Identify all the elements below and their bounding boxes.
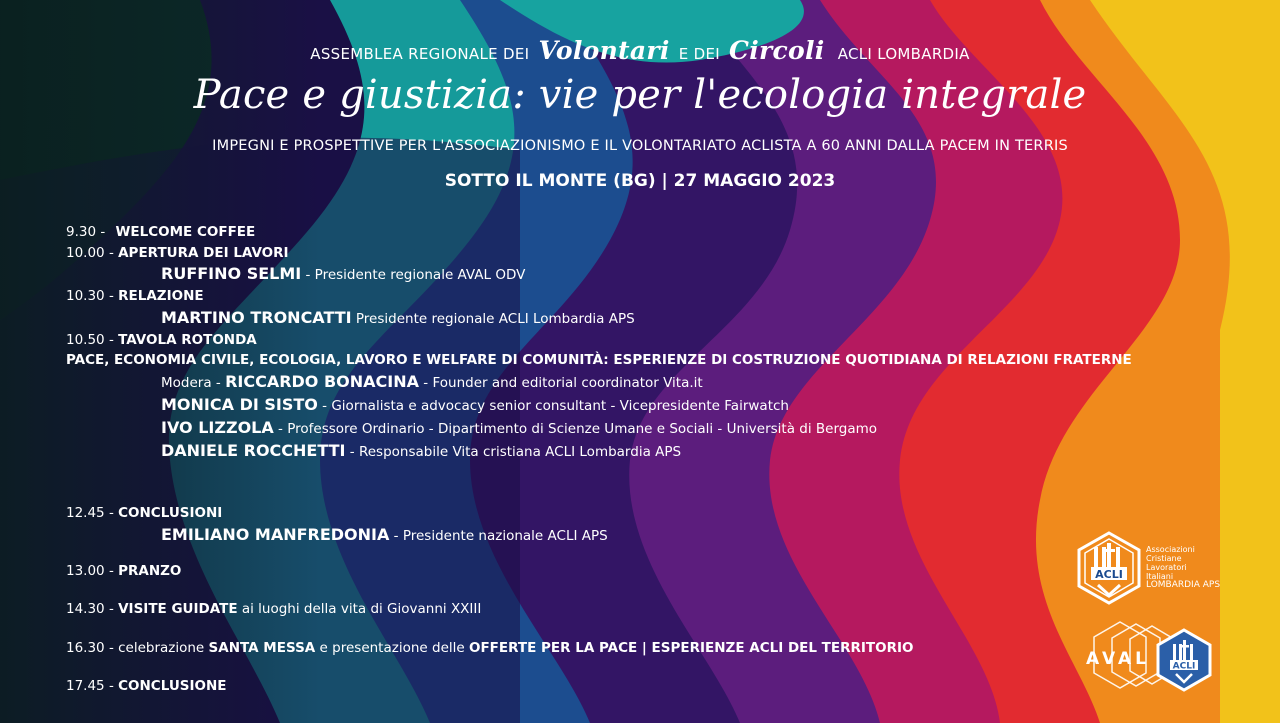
- place-date: SOTTO IL MONTE (BG) | 27 MAGGIO 2023: [444, 171, 836, 191]
- speaker-role: - Presidente regionale AVAL ODV: [301, 267, 526, 284]
- header-assembly-line: [0, 36, 1280, 65]
- speaker-name: IVO LIZZOLA: [161, 417, 274, 437]
- acli-text-line: LOMBARDIA APS: [1146, 580, 1221, 590]
- agenda: [66, 222, 1156, 697]
- speaker-row: [66, 524, 1156, 547]
- spacer: [66, 581, 1156, 599]
- agenda-item: [66, 599, 1156, 620]
- speaker-name: EMILIANO MANFREDONIA: [161, 524, 390, 544]
- header-text-mid: E DEI: [678, 45, 720, 63]
- speaker-role: - Founder and editorial coordinator Vita.it: [419, 374, 703, 391]
- acli-logo-text: [1146, 545, 1220, 590]
- agenda-item: [66, 330, 1156, 351]
- agenda-item: [66, 222, 1156, 243]
- speaker-row: [66, 417, 1156, 440]
- agenda-label-secondary: OFFERTE PER LA PACE | ESPERIENZE ACLI DEL TERRITORIO: [468, 639, 914, 656]
- agenda-time: 16.30 - celebrazione: [66, 639, 209, 656]
- agenda-item: [66, 243, 1156, 264]
- aval-acli-mark-text: ACLI: [1172, 661, 1196, 672]
- agenda-item: [66, 638, 1156, 659]
- agenda-label: TAVOLA ROTONDA: [118, 331, 257, 348]
- speaker-role: - Giornalista e advocacy senior consultant - Vicepresidente Fairwatch: [317, 397, 789, 414]
- speaker-role: - Professore Ordinario - Dipartimento di Scienze Umane e Sociali - Università di Bergamo: [273, 420, 878, 437]
- acli-text-line: Cristiane: [1146, 554, 1182, 563]
- acli-text-line: Italiani: [1146, 572, 1174, 581]
- agenda-time: 13.00 -: [66, 562, 119, 579]
- agenda-label: WELCOME COFFEE: [115, 224, 256, 240]
- agenda-detail: ai luoghi della vita di Giovanni XXIII: [237, 601, 482, 618]
- agenda-label: CONCLUSIONI: [118, 504, 223, 521]
- speaker-name: RUFFINO SELMI: [161, 264, 302, 284]
- agenda-time: 10.00 -: [66, 244, 119, 261]
- acli-hexagon-icon: [1076, 531, 1142, 605]
- speaker-row: [66, 307, 1156, 330]
- spacer: [66, 620, 1156, 638]
- agenda-label: APERTURA DEI LAVORI: [118, 244, 289, 261]
- agenda-time: 14.30 -: [66, 601, 119, 618]
- aval-logo: [1080, 620, 1220, 694]
- header-volontari: Volontari: [538, 36, 670, 65]
- agenda-label: VISITE GUIDATE: [118, 601, 238, 618]
- speaker-role: - Presidente nazionale ACLI APS: [389, 527, 608, 544]
- speaker-role: - Responsabile Vita cristiana ACLI Lombardia APS: [345, 443, 682, 460]
- agenda-time: 10.30 -: [66, 288, 119, 305]
- agenda-label: SANTA MESSA: [208, 639, 316, 656]
- agenda-item: [66, 286, 1156, 307]
- speaker-name: MARTINO TRONCATTI: [161, 307, 352, 327]
- agenda-time: 9.30 -: [66, 224, 110, 240]
- agenda-detail: e presentazione delle: [315, 639, 469, 656]
- agenda-label: CONCLUSIONE: [118, 678, 227, 695]
- round-table-theme: PACE, ECONOMIA CIVILE, ECOLOGIA, LAVORO E WELFARE DI COMUNITÀ: ESPERIENZE DI COSTRUZIONE QUOTIDIANA DI RELAZIONI FRATERNE: [66, 352, 1132, 369]
- header-text-before: ASSEMBLEA REGIONALE DEI: [310, 45, 530, 63]
- moderator-prefix: Modera -: [161, 374, 226, 391]
- aval-text: AVAL: [1086, 649, 1150, 669]
- header-text-after: ACLI LOMBARDIA: [837, 45, 970, 63]
- speaker-role: Presidente regionale ACLI Lombardia APS: [351, 310, 635, 327]
- agenda-time: 17.45 -: [66, 678, 119, 695]
- speaker-row: [66, 263, 1156, 286]
- header-circoli: Circoli: [729, 36, 825, 65]
- spacer: [66, 463, 1156, 503]
- agenda-item: [66, 676, 1156, 697]
- spacer: [66, 658, 1156, 676]
- acli-mark-text: ACLI: [1095, 568, 1123, 581]
- speaker-row: [66, 371, 1156, 394]
- speaker-name: MONICA DI SISTO: [161, 394, 318, 414]
- agenda-time: 12.45 -: [66, 504, 119, 521]
- speaker-row: [66, 394, 1156, 417]
- acli-text-line: Lavoratori: [1146, 563, 1187, 572]
- agenda-item: [66, 561, 1156, 582]
- agenda-time: 10.50 -: [66, 331, 119, 348]
- speaker-name: RICCARDO BONACINA: [225, 371, 420, 391]
- agenda-label: RELAZIONE: [118, 288, 204, 305]
- acli-lombardia-logo: [1076, 531, 1246, 605]
- speaker-row: [66, 440, 1156, 463]
- page-subtitle: IMPEGNI E PROSPETTIVE PER L'ASSOCIAZIONISMO E IL VOLONTARIATO ACLISTA A 60 ANNI DALLA PACEM IN TERRIS: [212, 138, 1068, 154]
- page-title: Pace e giustizia: vie per l'ecologia integrale: [193, 72, 1087, 118]
- speaker-name: DANIELE ROCCHETTI: [161, 440, 346, 460]
- acli-text-line: Associazioni: [1146, 545, 1195, 554]
- agenda-label: PRANZO: [118, 562, 182, 579]
- spacer: [66, 547, 1156, 561]
- agenda-item: [66, 503, 1156, 524]
